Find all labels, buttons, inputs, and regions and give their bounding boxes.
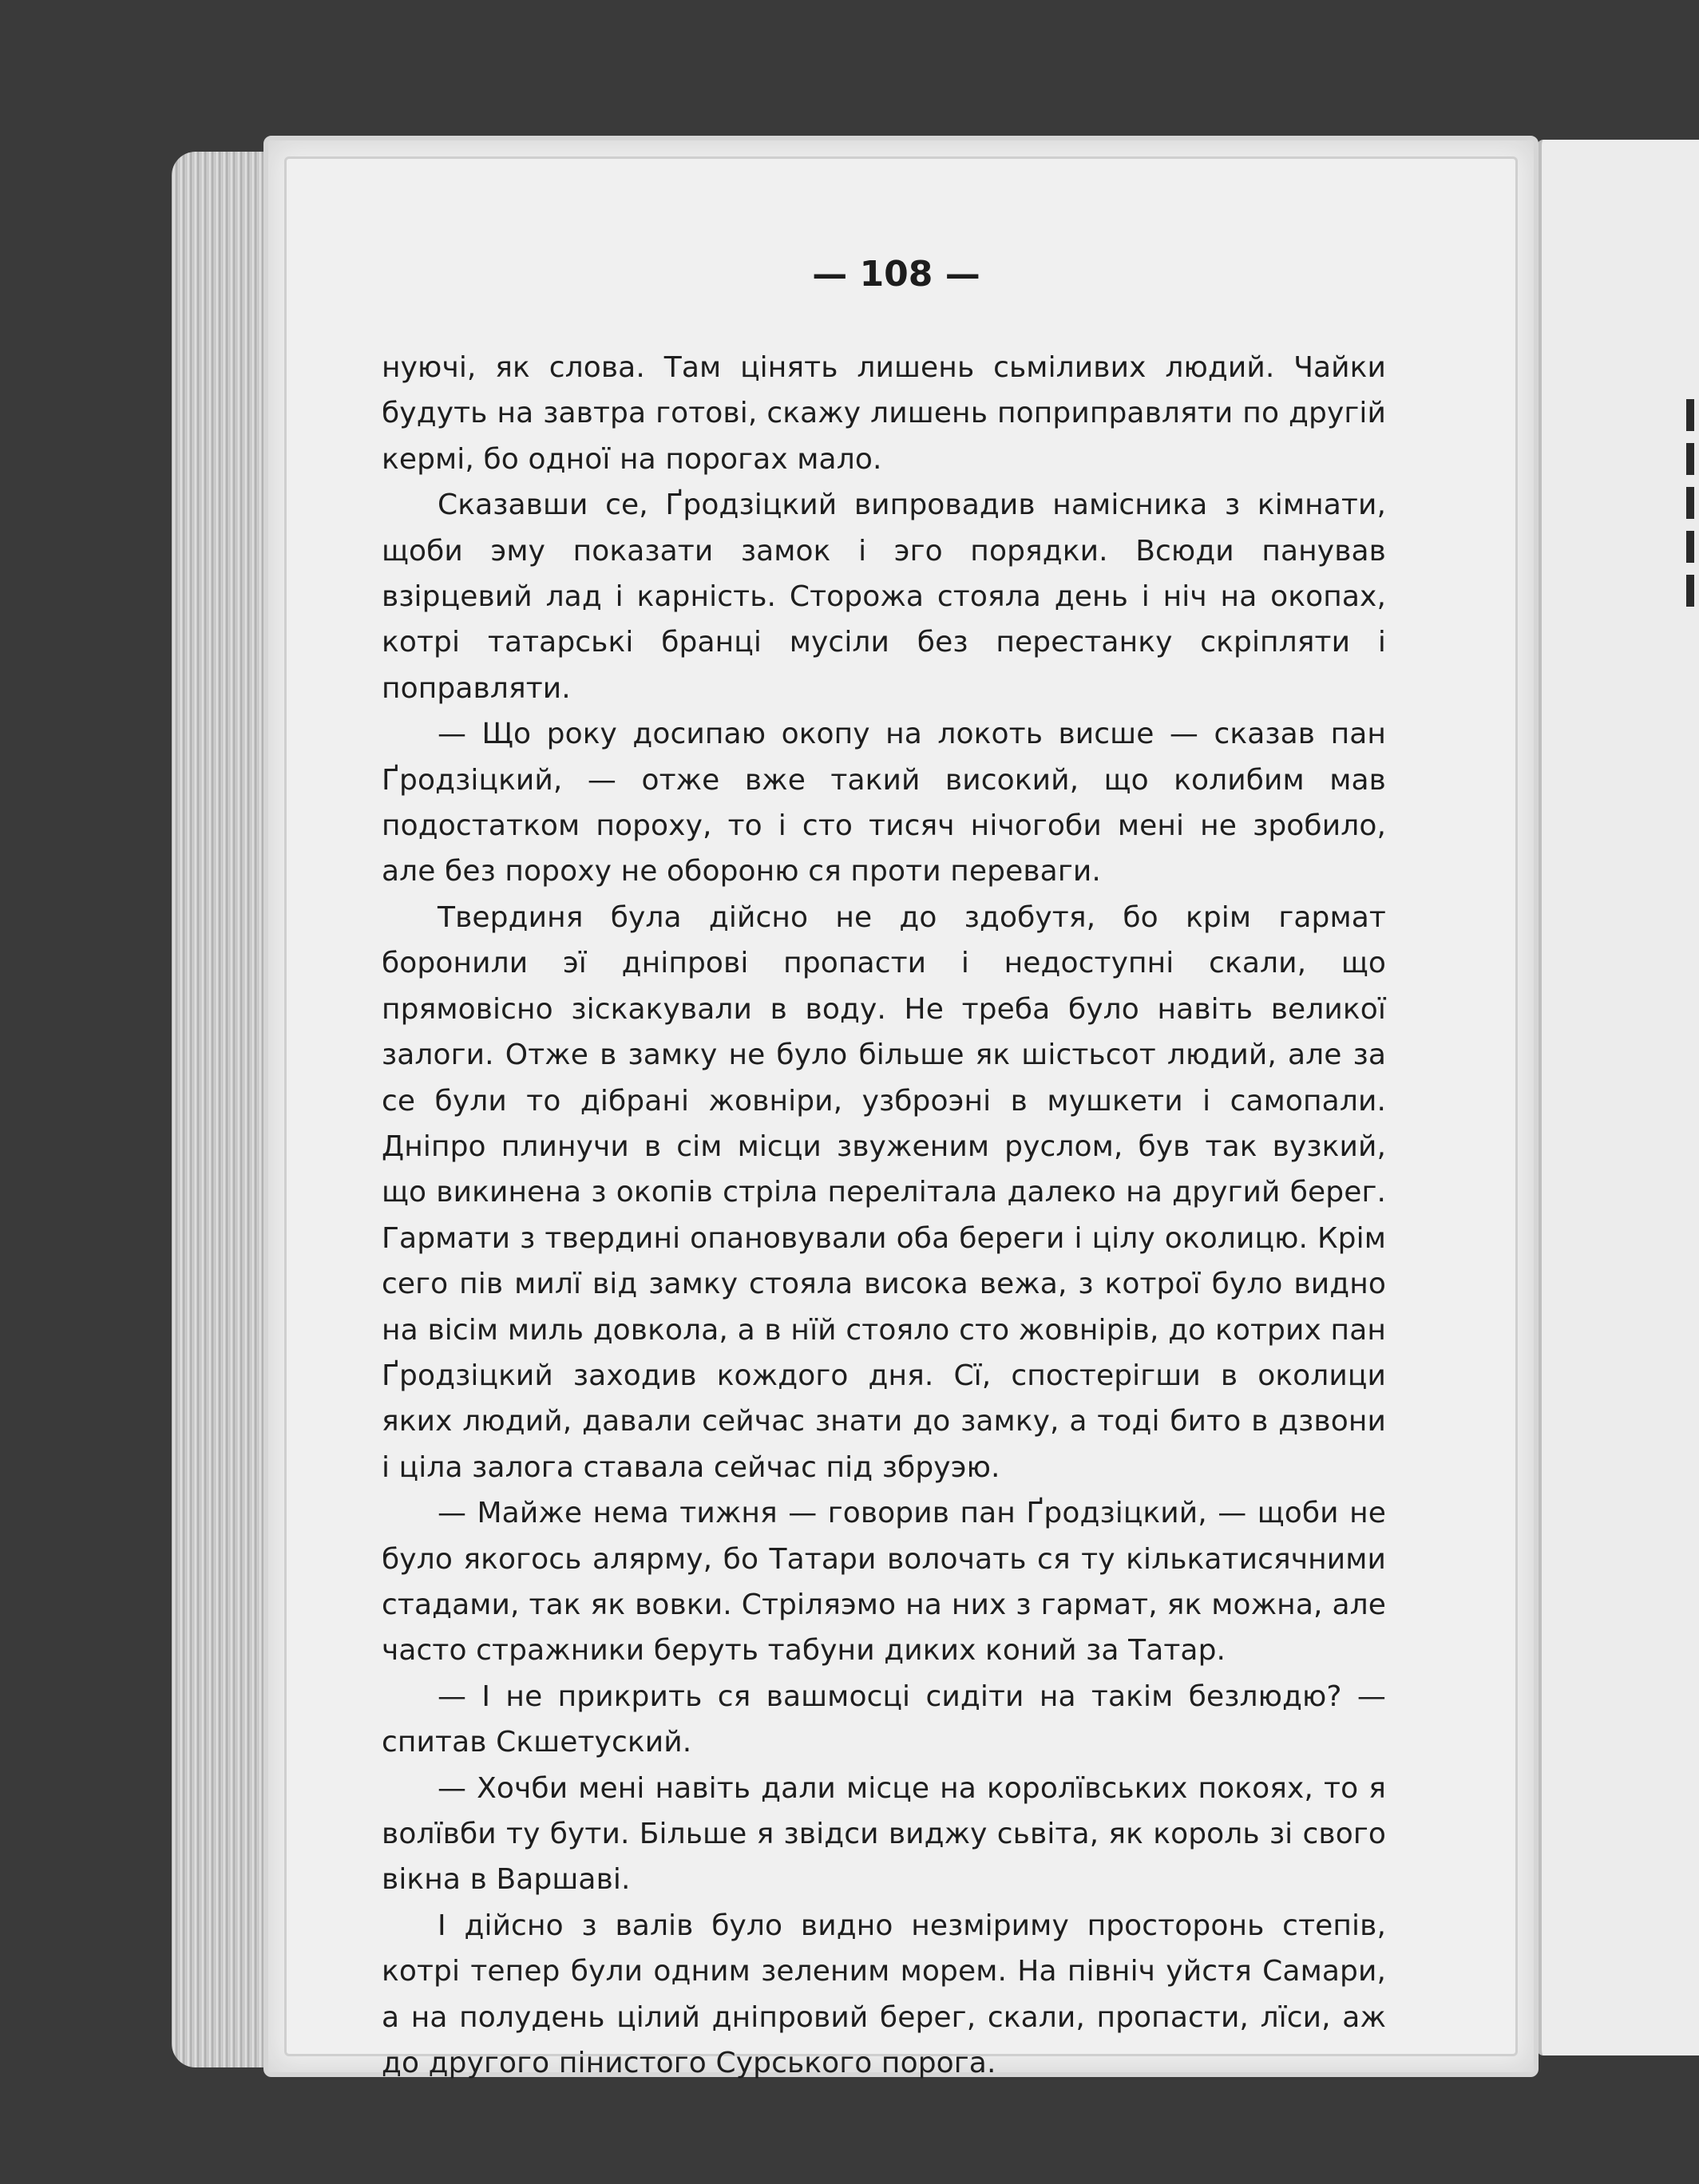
paragraph-3: — Що року досипаю окопу на локоть висше — сказав пан Ґродзіцкий, — отже вже такий високий, що колибим мав подостатком пороху, то і сто тисяч нічогоби мені не зробило, але без пороху не обороню ся проти переваги. bbox=[382, 718, 1386, 888]
facing-page-edge bbox=[1537, 140, 1699, 2055]
paragraph-7: — Хочби мені навіть дали місце на королївських покоях, то я волївби ту бути. Більше я звідси виджу сьвіта, як король зі свого вікна в Варшаві. bbox=[382, 1771, 1386, 1897]
body-text bbox=[382, 345, 1386, 2086]
paragraph-4: Твердиня була дійсно не до здобутя, бо крім гармат боронили эї дніпрові пропасти і недоступні скали, що прямовісно зіскакували в воду. Не треба було навіть великої залоги. Отже в замку не було більше як шістьсот людий, але за се були то дібрані жовніри, узброэні в мушкети і самопали. Дніпро плинучи в сім місци звуженим руслом, був так вузкий, що викинена з окопів стріла перелітала далеко на другий берег. Гармати з твердині опановували оба береги і цілу околицю. Крім сего пів милї від замку стояла висока вежа, з котрої було видно на вісім миль довкола, а в нїй стояло сто жовнірів, до котрих пан Ґродзіцкий заходив кождого дня. Сї, спостерігши в околици яких людий, давали сейчас знати до замку, а тоді бито в дзвони і ціла залога ставала сейчас під збруэю. bbox=[382, 900, 1386, 1484]
paragraph-1: нуючі, як слова. Там цінять лишень сьміливих людий. Чайки будуть на завтра готові, скажу лишень поприправляти по другій кермі, бо одної на порогах мало. bbox=[382, 351, 1386, 476]
paragraph-6: — І не прикрить ся вашмосці сидіти на такім безлюдю? — спитав Скшетуский. bbox=[382, 1680, 1386, 1759]
page-number: — 108 — bbox=[812, 254, 980, 295]
paragraph-2: Сказавши се, Ґродзіцкий випровадив намісника з кімнати, щоби эму показати замок і эго порядки. Всюди панував взірцевий лад і карність. Сторожа стояла день і ніч на окопах, котрі татарські бранці мусіли без перестанку скріпляти і поправляти. bbox=[382, 489, 1386, 705]
paragraph-8: І дійсно з валів було видно незміриму просторонь степів, котрі тепер були одним зеленим морем. На північ уйстя Самари, а на полудень цілий дніпровий берег, скали, пропасти, лїси, аж до другого пінистого Сурського порога. bbox=[382, 1909, 1386, 2080]
facing-page-text-fragments bbox=[1686, 399, 1699, 619]
paragraph-5: — Майже нема тижня — говорив пан Ґродзіцкий, — щоби не було якогось алярму, бо Татари волочать ся ту кількатисячними стадами, так як вовки. Стріляэмо на них з гармат, як можна, але часто стражники беруть табуни диких коний за Татар. bbox=[382, 1497, 1386, 1668]
